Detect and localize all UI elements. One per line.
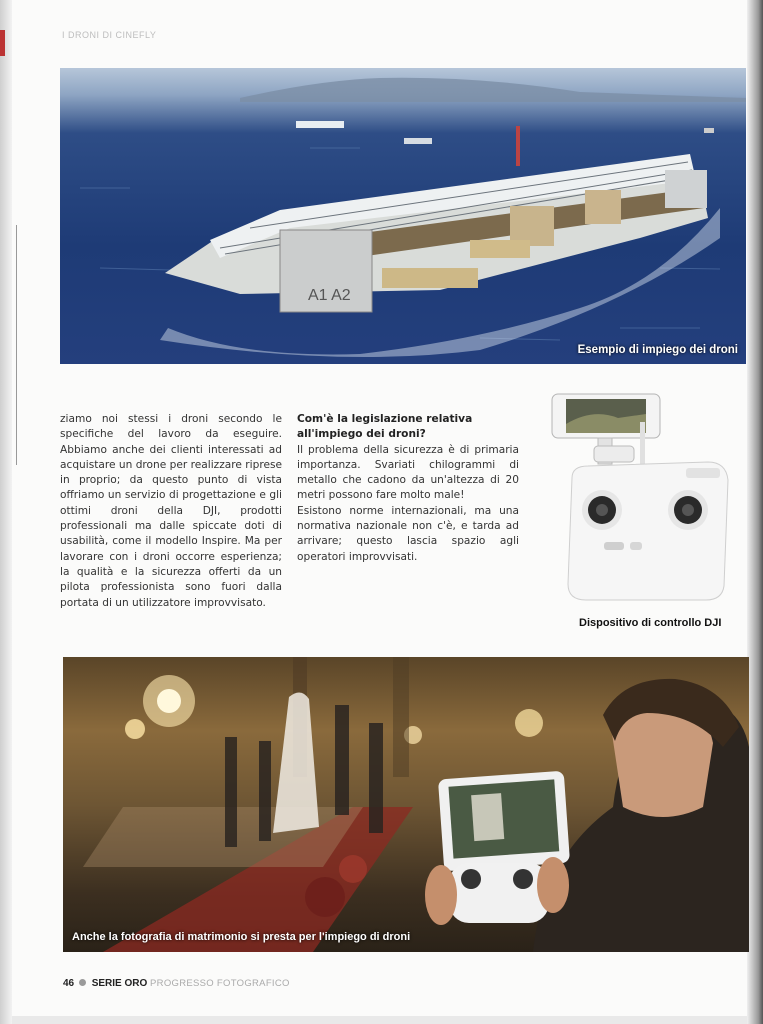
page-number: 46	[63, 978, 75, 989]
dji-remote-controller-image	[538, 390, 738, 604]
publication-name: PROGRESSO FOTOGRAFICO	[150, 978, 290, 989]
page-spine	[0, 0, 12, 1024]
series-name: SERIE ORO	[91, 978, 148, 989]
remote-caption: Dispositivo di controllo DJI	[579, 617, 722, 629]
text-column-1	[60, 412, 282, 611]
binding-shadow	[747, 0, 763, 1024]
body-paragraph: Il problema della sicurezza è di primaria importanza. Svariati chilogrammi di metallo che cadono da un'altezza di 20 metri possono fare molto male!	[297, 443, 519, 502]
ship-illustration	[60, 68, 746, 364]
page-footer	[63, 978, 290, 989]
text-column-2	[297, 412, 519, 565]
margin-rule	[16, 225, 17, 465]
ship-marking: A1 A2	[308, 287, 351, 304]
wedding-photo-caption: Anche la fotografia di matrimonio si presta per l'impiego di droni	[72, 931, 411, 943]
running-head: I DRONI DI CINEFLY	[62, 30, 157, 40]
wedding-photo	[63, 657, 749, 952]
ship-photo-caption: Esempio di impiego dei droni	[577, 344, 738, 356]
section-heading: Com'è la legislazione relativa all'impiego dei droni?	[297, 413, 473, 441]
red-edge-mark	[0, 30, 5, 56]
bullet-icon	[79, 979, 86, 986]
body-paragraph: Esistono norme internazionali, ma una normativa nazionale non c'è, e tarda ad arrivare; questo lascia spazio agli operatori improvvisati.	[297, 504, 519, 563]
wedding-illustration	[63, 657, 749, 952]
body-paragraph: ziamo noi stessi i droni secondo le specifiche del lavoro da eseguire. Abbiamo anche dei clienti interessati ad acquistare un drone per realizzare riprese in proprio; da questo punto di vista offriamo un servizio di progettazione e gli ottimi droni della DJI, prodotti professionali ma dalle spiccate doti di usabilità, come il modello Inspire. Ma per lavorare con i droni occorre esperienza; la qualità e la sicurezza offerti da un pilota professionista sono fuori dalla portata di un utilizzatore improvvisato.	[60, 413, 282, 609]
ship-photo	[60, 68, 746, 364]
